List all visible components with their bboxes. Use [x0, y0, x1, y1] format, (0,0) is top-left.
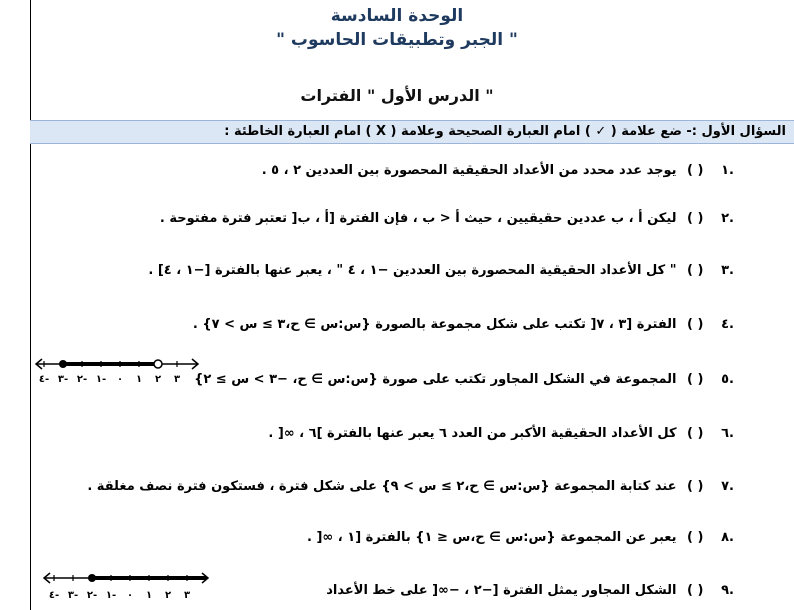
question-9 [326, 583, 734, 598]
question-number: .٩ [721, 583, 734, 598]
instruction-bar: السؤال الأول :- ضع علامة ( ✓ ) امام العبارة الصحيحة وعلامة ( X ) امام العبارة الخاطئة : [30, 120, 794, 144]
closed-endpoint [88, 574, 96, 582]
question-number: .٢ [721, 211, 734, 226]
tick-label: ٣ [173, 374, 181, 385]
tick-label: ٠ [126, 590, 134, 601]
question-5 [194, 372, 734, 387]
tick-label: ٤- [38, 374, 50, 385]
question-text: المجموعة في الشكل المجاور تكتب على صورة {س:س ∋ ح، −٣ > س ≥ ٢} [194, 372, 677, 387]
answer-box[interactable]: ( ) [687, 426, 704, 441]
tick-label: ٣- [57, 374, 69, 385]
tick-label: ١- [105, 590, 117, 601]
answer-box[interactable]: ( ) [687, 263, 704, 278]
question-text: كل الأعداد الحقيقية الأكبر من العدد ٦ يعبر عنها بالفترة ]٦ ، ∞[ . [268, 426, 677, 441]
question-3 [148, 263, 734, 278]
answer-box[interactable]: ( ) [687, 530, 704, 545]
question-text: " كل الأعداد الحقيقية المحصورة بين العددين −١ ، ٤ " ، يعبر عنها بالفترة [−١ ، ٤] . [148, 263, 677, 278]
closed-endpoint [59, 360, 67, 368]
question-text: ليكن أ ، ب عددين حقيقيين ، حيث أ < ب ، فإن الفترة [أ ، ب[ تعتبر فترة مفتوحة . [159, 211, 677, 226]
tick-label: ٠ [116, 374, 124, 385]
unit-title: الوحدة السادسة [330, 6, 464, 26]
question-text: عند كتابة المجموعة {س:س ∋ ح،٢ ≥ س > ٩} على شكل فترة ، فستكون فترة نصف مغلقة . [87, 479, 677, 494]
number-line-graphic [40, 568, 212, 610]
question-number: .٤ [721, 317, 734, 332]
tick-label: ١ [135, 374, 143, 385]
question-text: الشكل المجاور يمثل الفترة [−٢ ، −∞[ على خط الأعداد [326, 583, 677, 598]
question-6 [268, 426, 734, 441]
question-2 [160, 211, 734, 226]
tick-label: ٢- [76, 374, 88, 385]
answer-box[interactable]: ( ) [687, 317, 704, 332]
tick-label: ١- [95, 374, 107, 385]
question-8 [307, 530, 734, 545]
answer-box[interactable]: ( ) [687, 163, 704, 178]
question-7 [87, 479, 734, 494]
unit-subtitle: " الجبر وتطبيقات الحاسوب " [276, 30, 518, 50]
number-line-q9 [40, 568, 212, 610]
question-text: يوجد عدد محدد من الأعداد الحقيقية المحصورة بين العددين ٢ ، ٥ . [261, 163, 677, 178]
tick-label: ٣- [67, 590, 79, 601]
question-number: .١ [721, 163, 734, 178]
question-text: يعبر عن المجموعة {س:س ∋ ح،س ≤ ١} بالفترة [١ ، ∞[ . [307, 530, 677, 545]
tick-label: ٢ [164, 590, 172, 601]
answer-box[interactable]: ( ) [687, 479, 704, 494]
question-1 [262, 163, 734, 178]
question-number: .٣ [721, 263, 734, 278]
tick-label: ٢ [154, 374, 162, 385]
number-line-q5 [32, 354, 202, 394]
question-4 [193, 317, 734, 332]
open-endpoint [154, 360, 162, 368]
question-number: .٨ [721, 530, 734, 545]
question-number: .٦ [721, 426, 734, 441]
tick-label: ٤- [48, 590, 60, 601]
lesson-title: الدرس الأول " الفترات " [300, 86, 494, 105]
answer-box[interactable]: ( ) [687, 372, 704, 387]
answer-box[interactable]: ( ) [687, 583, 704, 598]
question-text: الفترة [٣ ، ٧[ تكتب على شكل مجموعة بالصورة {س:س ∋ ح،٣ ≥ س > ٧} . [192, 317, 677, 332]
tick-label: ٣ [183, 590, 191, 601]
question-number: .٧ [721, 479, 734, 494]
answer-box[interactable]: ( ) [687, 211, 704, 226]
tick-label: ١ [145, 590, 153, 601]
tick-label: ٢- [86, 590, 98, 601]
number-line-graphic [32, 354, 202, 394]
question-number: .٥ [721, 372, 734, 387]
